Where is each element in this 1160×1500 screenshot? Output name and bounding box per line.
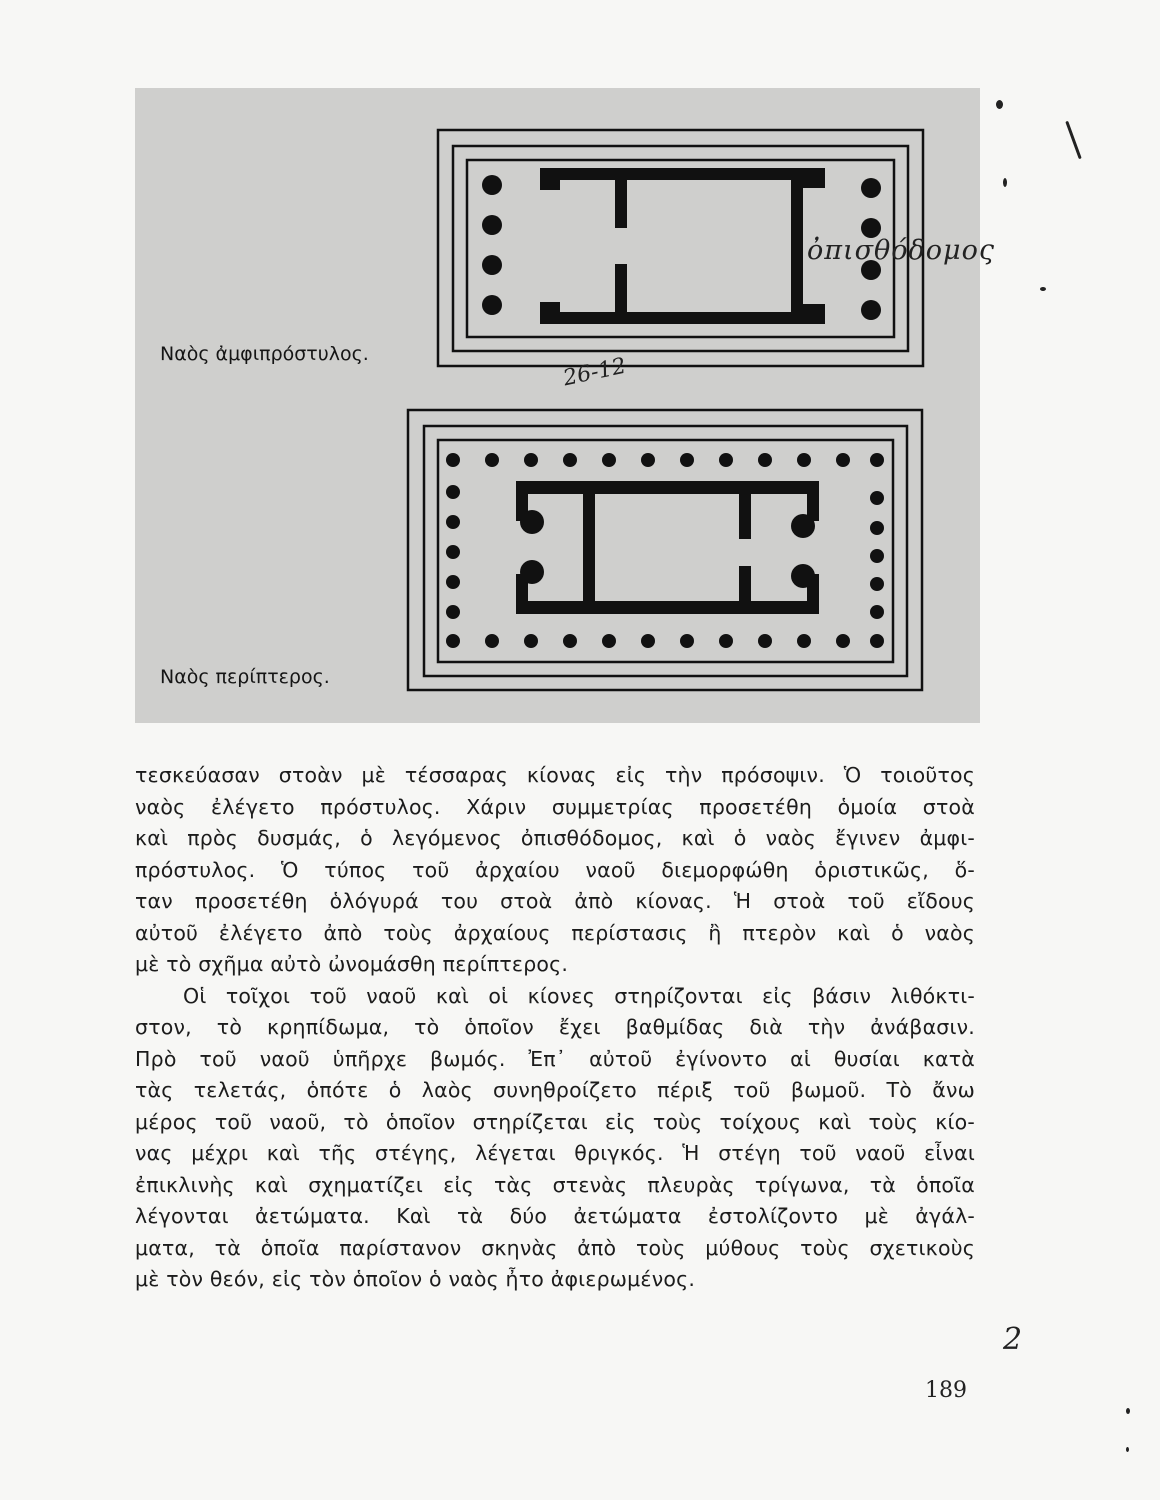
column	[680, 453, 694, 467]
column	[520, 510, 544, 534]
column	[791, 564, 815, 588]
column	[870, 634, 884, 648]
text-line: καὶ πρὸς δυσμάς, ὁ λεγόμενος ὀπισθόδομος, καὶ ὁ ναὸς ἔγινεν ἀμφι-	[135, 826, 975, 850]
column	[446, 634, 460, 648]
text-line: μὲ τὸν θεόν, εἰς τὸν ὁποῖον ὁ ναὸς ἦτο ἀφιερωμένος.	[135, 1267, 696, 1291]
column	[446, 605, 460, 619]
amphiprostyle-north-wall	[540, 168, 825, 180]
peripteral-cella-north-wall	[516, 481, 819, 494]
text-line: πρόστυλος. Ὁ τύπος τοῦ ἀρχαίου ναοῦ διεμορφώθη ὁριστικῶς, ὅ-	[135, 857, 975, 882]
column	[641, 634, 655, 648]
column	[485, 634, 499, 648]
handwritten-note: 26-12	[561, 353, 629, 392]
column	[524, 634, 538, 648]
column	[870, 521, 884, 535]
margin-mark: 2	[1003, 1322, 1023, 1357]
handwritten-label: ὀπισθόδομος	[807, 235, 995, 266]
peripteral-rear-cross-wall-upper	[739, 481, 751, 539]
peripteral-cella-south-wall	[516, 601, 819, 614]
amphiprostyle-cross-wall-upper	[615, 168, 627, 228]
caption-amphiprostyle: Ναὸς ἀμφιπρόστυλος.	[160, 343, 369, 365]
column	[602, 634, 616, 648]
column	[836, 453, 850, 467]
column	[758, 634, 772, 648]
column	[446, 453, 460, 467]
amphiprostyle-anta-ne	[803, 168, 825, 188]
peripteral-outer-step	[408, 410, 922, 690]
column	[870, 453, 884, 467]
column	[870, 577, 884, 591]
text-line: μὲ τὸ σχῆμα αὐτὸ ὠνομάσθη περίπτερος.	[135, 952, 569, 976]
ink-speck	[1040, 287, 1046, 291]
amphiprostyle-rear-wall	[791, 168, 803, 324]
column	[524, 453, 538, 467]
text-line: ταν προσετέθη ὁλόγυρά του στοὰ ἀπὸ κίονας. Ἡ στοὰ τοῦ εἴδους	[135, 889, 975, 913]
column	[861, 178, 881, 198]
column	[797, 453, 811, 467]
column	[870, 491, 884, 505]
column	[482, 175, 502, 195]
text-line: αὐτοῦ ἐλέγετο ἀπὸ τοὺς ἀρχαίους περίστασις ἢ πτερὸν καὶ ὁ ναὸς	[135, 920, 975, 945]
column	[446, 545, 460, 559]
column	[861, 300, 881, 320]
temple-plans-drawing	[135, 88, 980, 723]
ink-speck	[996, 100, 1003, 109]
column	[520, 560, 544, 584]
column	[791, 514, 815, 538]
text-line: τὰς τελετάς, ὁπότε ὁ λαὸς συνηθροίζετο πέριξ τοῦ βωμοῦ. Τὸ ἄνω	[135, 1078, 975, 1102]
peripteral-plan	[408, 410, 922, 690]
text-line: ἐπικλινὴς καὶ σχηματίζει εἰς τὰς στενὰς πλευρὰς τρίγωνα, τὰ ὁποῖα	[135, 1172, 975, 1197]
text-line: ματα, τὰ ὁποῖα παρίστανον σκηνὰς ἀπὸ τοὺς μύθους τοὺς σχετικοὺς	[135, 1235, 975, 1260]
ink-speck	[1065, 121, 1082, 160]
page-number: 189	[925, 1378, 967, 1403]
column	[870, 549, 884, 563]
ink-speck	[1126, 1447, 1129, 1452]
amphiprostyle-cross-wall-lower	[615, 264, 627, 324]
amphiprostyle-anta-nw	[540, 168, 560, 190]
peripteral-rear-cross-wall-lower	[739, 566, 751, 614]
peripteral-front-cross-wall	[583, 481, 595, 614]
amphiprostyle-anta-se	[803, 304, 825, 324]
peripteral-stylobate	[438, 440, 893, 662]
column	[836, 634, 850, 648]
ink-speck	[1003, 178, 1007, 187]
text-line: νας μέχρι καὶ τῆς στέγης, λέγεται θριγκός. Ἡ στέγη τοῦ ναοῦ εἶναι	[135, 1141, 975, 1165]
column	[446, 575, 460, 589]
temple-plans-figure	[135, 88, 995, 723]
column	[563, 453, 577, 467]
text-line: τεσκεύασαν στοὰν μὲ τέσσαρας κίονας εἰς τὴν πρόσοψιν. Ὁ τοιοῦτος	[135, 763, 975, 787]
column	[719, 453, 733, 467]
column	[485, 453, 499, 467]
peripteral-anta-ne	[807, 481, 819, 521]
column	[602, 453, 616, 467]
column	[758, 453, 772, 467]
text-line: στον, τὸ κρηπίδωμα, τὸ ὁποῖον ἔχει βαθμίδας διὰ τὴν ἀνάβασιν.	[135, 1015, 975, 1039]
caption-peripteral: Ναὸς περίπτερος.	[160, 666, 330, 688]
column	[719, 634, 733, 648]
column	[797, 634, 811, 648]
text-line: Πρὸ τοῦ ναοῦ ὑπῆρχε βωμός. Ἐπ᾽ αὐτοῦ ἐγίνοντο αἱ θυσίαι κατὰ	[135, 1046, 975, 1071]
ink-speck	[1126, 1408, 1130, 1414]
column	[482, 295, 502, 315]
column	[870, 605, 884, 619]
text-line: ναὸς ἐλέγετο πρόστυλος. Χάριν συμμετρίας προσετέθη ὁμοία στοὰ	[135, 794, 975, 819]
column	[563, 634, 577, 648]
text-line: λέγονται ἀετώματα. Καὶ τὰ δύο ἀετώματα ἐστολίζοντο μὲ ἀγάλ-	[135, 1204, 975, 1228]
text-line: μέρος τοῦ ναοῦ, τὸ ὁποῖον στηρίζεται εἰς τοὺς τοίχους καὶ τοὺς κίο-	[135, 1109, 975, 1134]
column	[680, 634, 694, 648]
column	[446, 515, 460, 529]
amphiprostyle-south-wall	[540, 312, 825, 324]
body-text	[135, 760, 975, 1296]
column	[446, 485, 460, 499]
column	[482, 255, 502, 275]
column	[641, 453, 655, 467]
column	[482, 215, 502, 235]
text-line: Οἱ τοῖχοι τοῦ ναοῦ καὶ οἱ κίονες στηρίζονται εἰς βάσιν λιθόκτι-	[183, 983, 975, 1008]
amphiprostyle-anta-sw	[540, 302, 560, 324]
